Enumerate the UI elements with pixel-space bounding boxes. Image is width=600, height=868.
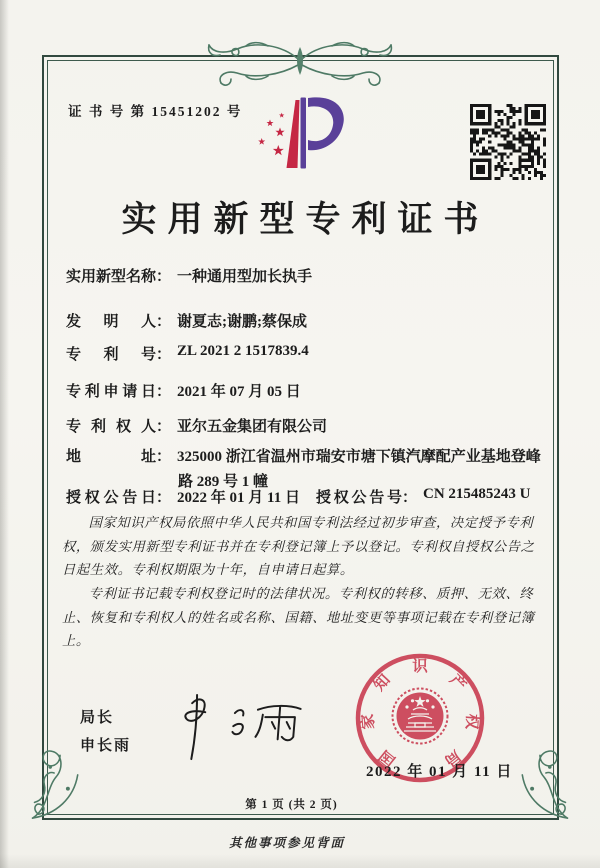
field-inventors-value: 谢夏志;谢鹏;蔡保成 — [177, 314, 308, 330]
field-address-label: 地址 — [66, 449, 156, 465]
certificate-number: 证 书 号 第 15451202 号 — [68, 104, 243, 119]
svg-text:产: 产 — [446, 671, 470, 695]
svg-text:国: 国 — [376, 746, 399, 770]
field-address-line2: 路 289 号 1 幢 — [178, 474, 269, 490]
svg-text:家: 家 — [359, 713, 378, 730]
legal-paragraph-1: 国家知识产权局依照中华人民共和国专利法经过初步审查，决定授予专利权，颁发实用新型专利证书并在专利登记簿上予以登记。专利权自授权公告之日起生效。专利权期限为十年，自申请日起算。 — [62, 515, 535, 578]
svg-text:知: 知 — [370, 671, 394, 695]
field-patent-no: 专利号： ZL 2021 2 1517839.4 — [66, 343, 309, 363]
cnipa-patent-logo-icon — [248, 94, 372, 174]
field-filing-date: 专利申请日： 2021 年 07 月 05 日 — [66, 380, 548, 401]
qr-code — [470, 104, 546, 180]
officer-title: 局长 — [80, 710, 115, 726]
field-patentee: 专利权人： 亚尔五金集团有限公司 — [66, 415, 548, 436]
national-emblem-icon — [393, 689, 448, 744]
top-ornament — [180, 36, 420, 86]
field-inventors-label: 发明人 — [66, 314, 156, 330]
signature-shen-changyu — [166, 690, 312, 764]
field-name: 实用新型名称： 一种通用型加长执手 — [66, 265, 548, 286]
svg-text:局: 局 — [441, 746, 464, 770]
field-address: 地址： 325000 浙江省温州市瑞安市塘下镇汽摩配产业基地登峰 路 289 号 1 幢 — [66, 445, 548, 491]
field-patentee-value: 亚尔五金集团有限公司 — [177, 419, 328, 435]
field-grant-row: 授权公告日： 2022 年 01 月 11 日 授权公告号： CN 215485243 U — [66, 486, 531, 506]
legal-paragraph-2: 专利证书记载专利权登记时的法律状况。专利权的转移、质押、无效、终止、恢复和专利权人的姓名或名称、国籍、地址变更等事项记载在专利登记簿上。 — [62, 585, 535, 649]
field-patentee-label: 专利权人 — [66, 419, 156, 435]
seal-date: 2022 年 01 月 11 日 — [366, 764, 513, 780]
field-name-value: 一种通用型加长执手 — [177, 269, 313, 285]
field-grant-no-label: 授权公告号 — [316, 490, 402, 506]
field-grant-date-label: 授权公告日 — [66, 490, 156, 506]
officer-name: 申长雨 — [80, 738, 132, 754]
back-note: 其他事项参见背面 — [228, 836, 345, 850]
field-grant-no-value: CN 215485243 U — [423, 486, 531, 502]
field-grant-date-value: 2022 年 01 月 11 日 — [177, 490, 300, 506]
field-grant-no: 授权公告号： CN 215485243 U — [316, 486, 531, 506]
field-filing-date-value: 2021 年 07 月 05 日 — [177, 384, 301, 400]
field-filing-date-label: 专利申请日 — [66, 384, 156, 400]
svg-text:权: 权 — [462, 713, 481, 730]
field-address-line1: 325000 浙江省温州市瑞安市塘下镇汽摩配产业基地登峰 — [177, 449, 541, 465]
field-patent-no-label: 专利号 — [66, 347, 156, 363]
certificate-title: 实用新型专利证书 — [121, 200, 490, 239]
legal-text — [62, 511, 544, 653]
field-patent-no-value: ZL 2021 2 1517839.4 — [177, 343, 309, 359]
svg-text:识: 识 — [412, 658, 428, 675]
field-inventors: 发明人： 谢夏志;谢鹏;蔡保成 — [66, 310, 548, 331]
page-number: 第 1 页 (共 2 页) — [245, 799, 338, 811]
field-name-label: 实用新型名称 — [66, 269, 157, 285]
